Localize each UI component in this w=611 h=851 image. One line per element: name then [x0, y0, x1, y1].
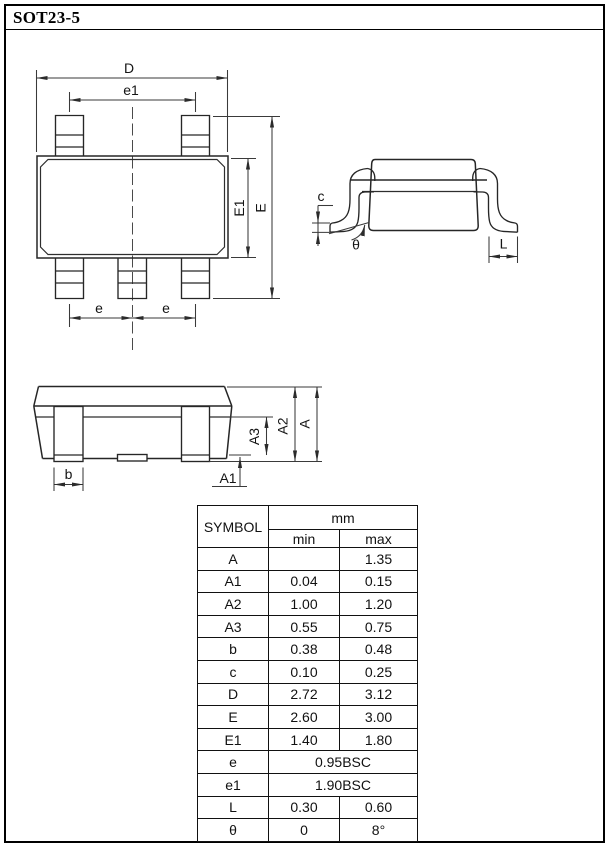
cell-min: 0.04 — [269, 570, 340, 593]
table-row — [198, 796, 418, 819]
cell-symbol: L — [198, 796, 269, 819]
dim-label-A: A — [296, 419, 313, 429]
cell-max: 0.48 — [340, 638, 418, 661]
body-cap-right — [225, 387, 232, 407]
header-max: max — [340, 530, 418, 548]
header-unit: mm — [269, 506, 418, 530]
table-row — [198, 660, 418, 683]
table-row — [198, 751, 418, 774]
cell-span-value: 1.90BSC — [269, 773, 418, 796]
dim-label-E: E — [252, 203, 269, 213]
cell-max: 8° — [340, 819, 418, 842]
table-row — [198, 638, 418, 661]
pin-bottom-right — [182, 258, 210, 299]
cell-min: 0.30 — [269, 796, 340, 819]
front-lead-right — [182, 407, 210, 462]
table-row — [198, 570, 418, 593]
cell-min: 2.60 — [269, 706, 340, 729]
table-row — [198, 615, 418, 638]
cell-max: 1.20 — [340, 593, 418, 616]
table-row — [198, 819, 418, 842]
cell-max: 3.00 — [340, 706, 418, 729]
pin-bottom-left — [56, 258, 84, 299]
table-row — [198, 728, 418, 751]
cell-min: 0 — [269, 819, 340, 842]
cell-min: 2.72 — [269, 683, 340, 706]
cell-symbol: D — [198, 683, 269, 706]
cell-max: 0.60 — [340, 796, 418, 819]
cell-symbol: E1 — [198, 728, 269, 751]
cell-span-value: 0.95BSC — [269, 751, 418, 774]
dim-label-e-right: e — [162, 300, 170, 316]
dim-label-e1: e1 — [123, 82, 139, 98]
table-row — [198, 773, 418, 796]
cell-symbol: b — [198, 638, 269, 661]
dim-label-c: c — [317, 188, 325, 204]
cell-min: 1.00 — [269, 593, 340, 616]
dim-label-theta: θ — [352, 236, 360, 253]
dim-label-A2: A2 — [274, 417, 291, 435]
cell-symbol: A1 — [198, 570, 269, 593]
cell-max: 1.80 — [340, 728, 418, 751]
front-lead-left — [54, 407, 83, 462]
gullwing-lead-right — [473, 169, 518, 233]
header-min: min — [269, 530, 340, 548]
table-row — [198, 683, 418, 706]
cell-max: 3.12 — [340, 683, 418, 706]
cell-max: 1.35 — [340, 548, 418, 571]
cell-symbol: e1 — [198, 773, 269, 796]
cell-max: 0.25 — [340, 660, 418, 683]
dimensions-table — [197, 505, 418, 842]
table-row — [198, 706, 418, 729]
side-view — [312, 160, 518, 264]
cell-symbol: A3 — [198, 615, 269, 638]
cell-min: 1.40 — [269, 728, 340, 751]
dim-heights — [209, 387, 322, 487]
cell-min — [269, 548, 340, 571]
dim-label-E1: E1 — [231, 199, 247, 217]
dim-b — [54, 466, 83, 491]
table-row — [198, 593, 418, 616]
cell-symbol: e — [198, 751, 269, 774]
pin-top-left — [56, 116, 84, 157]
dim-theta — [329, 223, 369, 253]
table-row — [198, 548, 418, 571]
dim-c — [312, 188, 333, 246]
dim-L — [489, 236, 518, 264]
cell-min: 0.38 — [269, 638, 340, 661]
dim-label-L: L — [499, 235, 508, 252]
cell-symbol: θ — [198, 819, 269, 842]
cell-symbol: c — [198, 660, 269, 683]
dim-D — [37, 60, 228, 152]
dim-label-e-left: e — [95, 300, 103, 316]
cell-symbol: A — [198, 548, 269, 571]
cell-min: 0.10 — [269, 660, 340, 683]
center-lead-stub — [118, 455, 148, 462]
pin-top-right — [182, 116, 210, 157]
dim-label-A1: A1 — [219, 470, 237, 486]
cell-max: 0.75 — [340, 615, 418, 638]
cell-symbol: E — [198, 706, 269, 729]
dim-label-A3: A3 — [246, 427, 262, 446]
body-side-left — [34, 406, 43, 459]
front-view — [34, 387, 322, 492]
body-cap-left — [34, 387, 39, 407]
body-side-right — [227, 406, 232, 459]
cell-min: 0.55 — [269, 615, 340, 638]
top-view — [37, 60, 281, 353]
cell-max: 0.15 — [340, 570, 418, 593]
dim-label-D: D — [123, 60, 135, 76]
dim-label-b: b — [64, 466, 73, 482]
header-symbol: SYMBOL — [198, 506, 269, 548]
cell-symbol: A2 — [198, 593, 269, 616]
page-title: SOT23-5 — [13, 8, 81, 27]
body-outline-side-view — [369, 160, 478, 231]
